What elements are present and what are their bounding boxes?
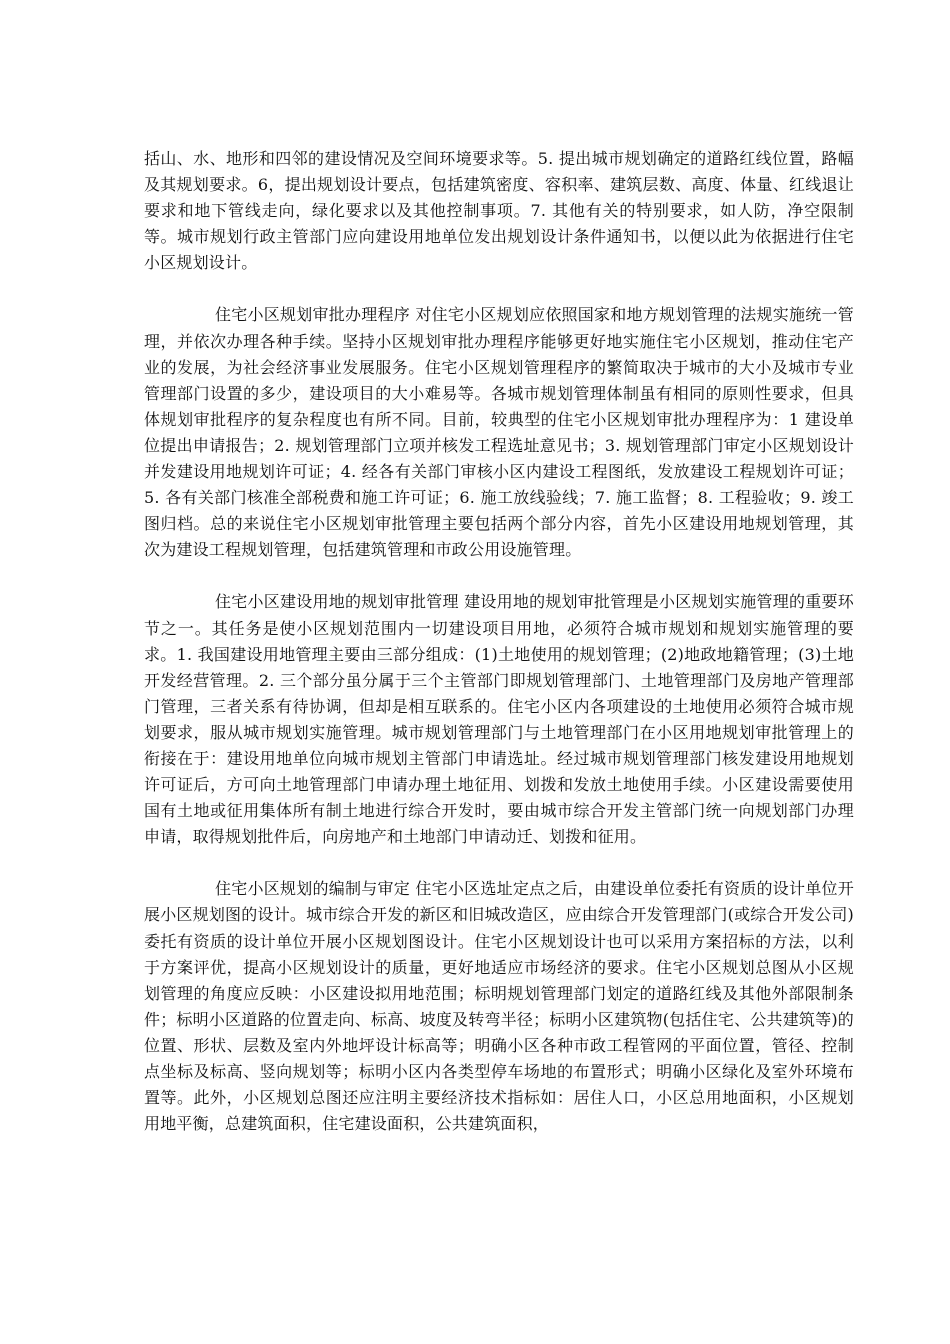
document-page bbox=[144, 146, 854, 1163]
paragraph-approval-procedure: 住宅小区规划审批办理程序 对住宅小区规划应依照国家和地方规划管理的法规实施统一管理，并依次办理各种手续。坚持小区规划审批办理程序能够更好地实施住宅小区规划，推动住宅产业的发展，为社会经济事业发展服务。住宅小区规划管理程序的繁简取决于城市的大小及城市专业管理部门设置的多少，建设项目的大小难易等。各城市规划管理体制虽有相同的原则性要求，但具体规划审批程序的复杂程度也有所不同。目前，较典型的住宅小区规划审批办理程序为：1 建设单位提出申请报告；2. 规划管理部门立项并核发工程选址意见书；3. 规划管理部门审定小区规划设计并发建设用地规划许可证；4. 经各有关部门审核小区内建设工程图纸，发放建设工程规划许可证；5. 各有关部门核准全部税费和施工许可证；6. 施工放线验线；7. 施工监督；8. 工程验收；9. 竣工图归档。总的来说住宅小区规划审批管理主要包括两个部分内容，首先小区建设用地规划管理，其次为建设工程规划管理，包括建筑管理和市政公用设施管理。 bbox=[144, 305, 854, 560]
paragraph-plan-compilation: 住宅小区规划的编制与审定 住宅小区选址定点之后，由建设单位委托有资质的设计单位开展小区规划图的设计。城市综合开发的新区和旧城改造区，应由综合开发管理部门(或综合开发公司)委托有资质的设计单位开展小区规划图设计。住宅小区规划设计也可以采用方案招标的方法，以利于方案评优，提高小区规划设计的质量，更好地适应市场经济的要求。住宅小区规划总图从小区规划管理的角度应反映：小区建设拟用地范围；标明规划管理部门划定的道路红线及其他外部限制条件；标明小区道路的位置走向、标高、坡度及转弯半径；标明小区建筑物(包括住宅、公共建筑等)的位置、形状、层数及室内外地坪设计标高等；明确小区各种市政工程管网的平面位置，管径、控制点坐标及标高、竖向规划等；标明小区内各类型停车场地的布置形式；明确小区绿化及室外环境布置等。此外，小区规划总图还应注明主要经济技术指标如：居住人口，小区总用地面积，小区规划用地平衡，总建筑面积，住宅建设面积，公共建筑面积， bbox=[144, 879, 854, 1134]
paragraph-land-use-approval: 住宅小区建设用地的规划审批管理 建设用地的规划审批管理是小区规划实施管理的重要环节之一。其任务是使小区规划范围内一切建设项目用地，必须符合城市规划和规划实施管理的要求。1. 我国建设用地管理主要由三部分组成：(1)土地使用的规划管理；(2)地政地籍管理；(3)土地开发经营管理。2. 三个部分虽分属于三个主管部门即规划管理部门、土地管理部门及房地产管理部门管理，三者关系有待协调，但却是相互联系的。住宅小区内各项建设的土地使用必须符合城市规划要求，服从城市规划实施管理。城市规划管理部门与土地管理部门在小区用地规划审批管理上的衔接在于：建设用地单位向城市规划主管部门申请选址。经过城市规划管理部门核发建设用地规划许可证后，方可向土地管理部门申请办理土地征用、划拨和发放土地使用手续。小区建设需要使用国有土地或征用集体所有制土地进行综合开发时，要由城市综合开发主管部门统一向规划部门办理申请，取得规划批件后，向房地产和土地部门申请动迁、划拨和征用。 bbox=[144, 592, 854, 847]
paragraph-planning-conditions: 括山、水、地形和四邻的建设情况及空间环境要求等。5. 提出城市规划确定的道路红线位置，路幅及其规划要求。6，提出规划设计要点，包括建筑密度、容积率、建筑层数、高度、体量、红线退让要求和地下管线走向，绿化要求以及其他控制事项。7. 其他有关的特别要求，如人防，净空限制等。城市规划行政主管部门应向建设用地单位发出规划设计条件通知书，以便以此为依据进行住宅小区规划设计。 bbox=[144, 149, 854, 273]
